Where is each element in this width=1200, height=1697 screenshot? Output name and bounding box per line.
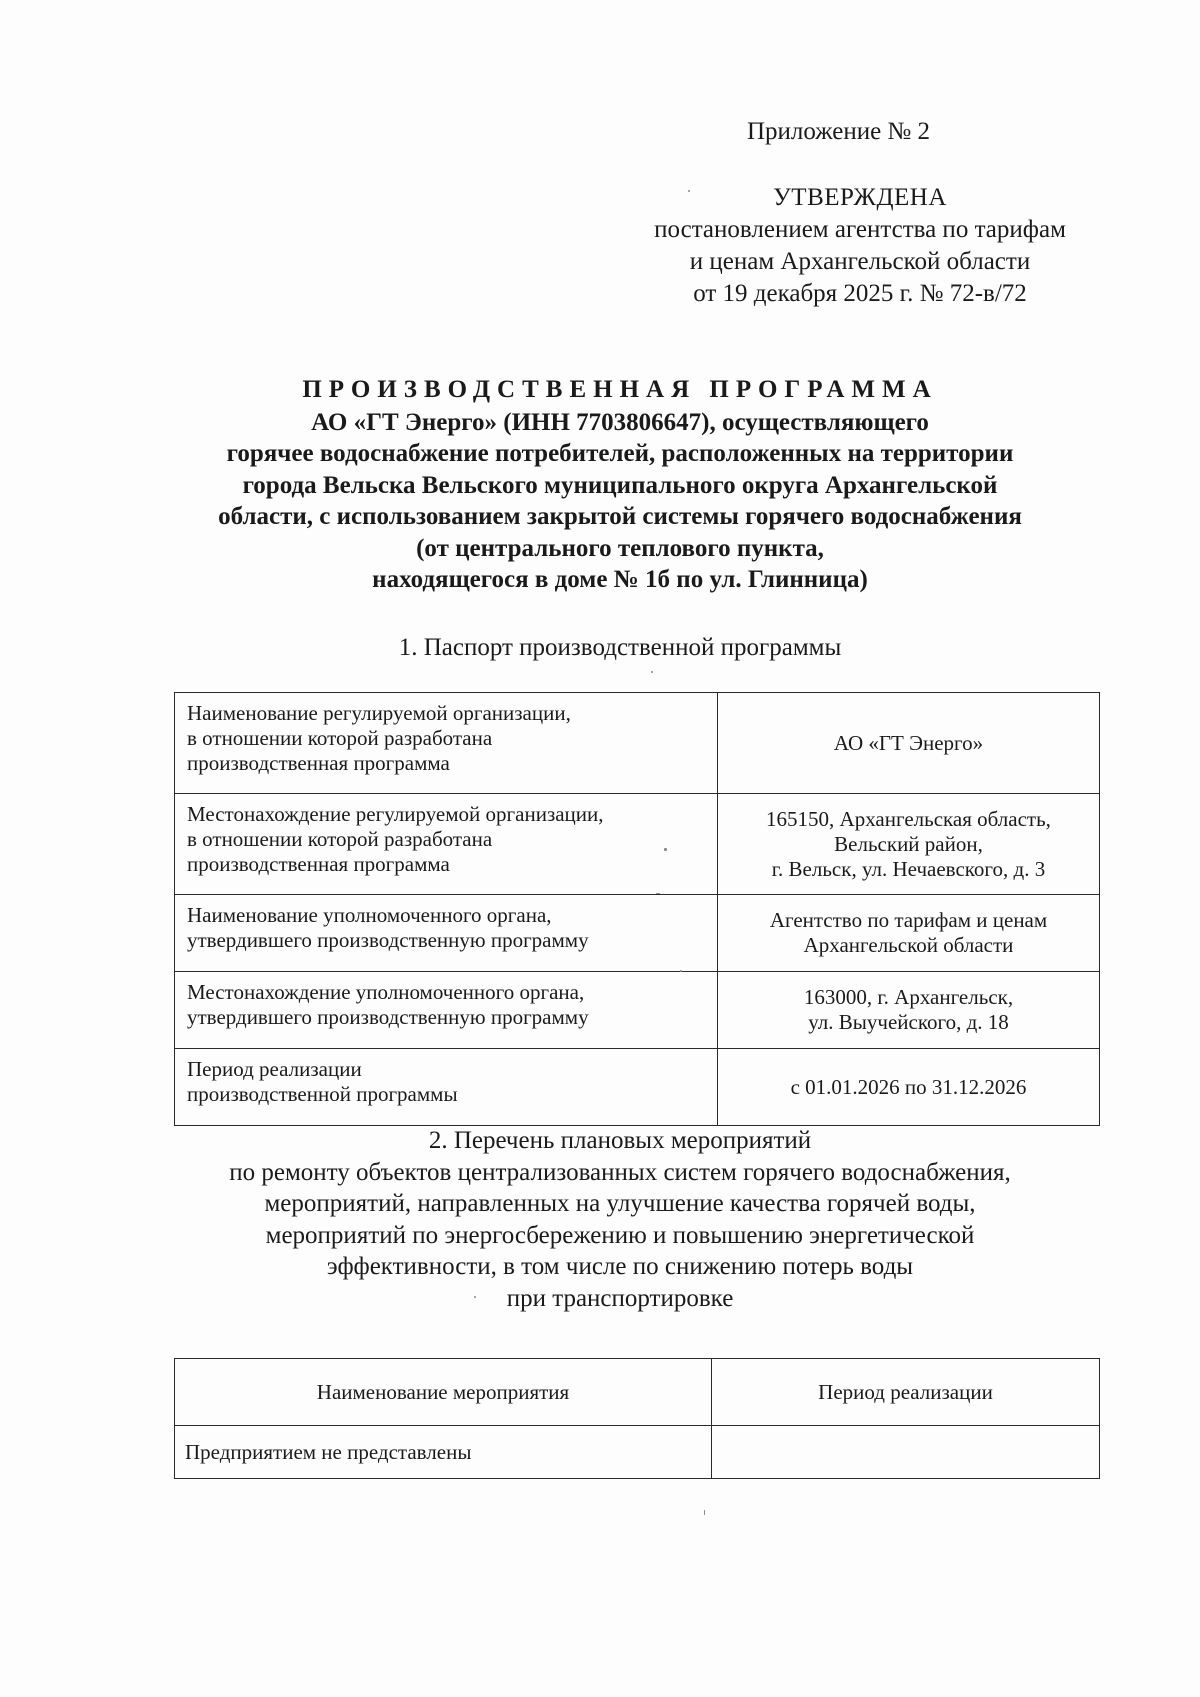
- passport-row: [175, 693, 1100, 794]
- section-2-title: [140, 1125, 1100, 1314]
- cell-text-line: в отношении которой разработана: [187, 726, 493, 750]
- cell-text-line: производственной программы: [187, 1082, 458, 1106]
- program-title: ПРОИЗВОДСТВЕННАЯ ПРОГРАММА: [302, 376, 938, 403]
- program-heading-line: находящегося в доме № 1б по ул. Глинница): [372, 566, 868, 593]
- header-measure-name: Наименование мероприятия: [175, 1359, 712, 1426]
- cell-text-line: Наименование регулируемой организации,: [187, 701, 571, 725]
- program-heading-line: горячее водоснабжение потребителей, расположенных на территории: [226, 440, 1014, 467]
- cell-text-line: г. Вельск, ул. Нечаевского, д. 3: [771, 856, 1046, 881]
- approved-word: УТВЕРЖДЕНА: [773, 184, 947, 211]
- approval-block: [600, 182, 1120, 310]
- header-implementation-period: Период реализации: [712, 1359, 1100, 1426]
- scan-speck: [704, 1510, 705, 1515]
- program-heading: [140, 374, 1100, 596]
- cell-text-line: Вельский район,: [834, 831, 983, 856]
- section-2-title-line: эффективности, в том числе по снижению потерь воды: [326, 1253, 914, 1280]
- cell-text-line: 163000, г. Архангельск,: [803, 985, 1014, 1009]
- passport-label-cell: [175, 794, 718, 895]
- passport-label-cell: [175, 693, 718, 794]
- passport-row: [175, 972, 1100, 1049]
- cell-text-line: Период реализации: [187, 1057, 362, 1081]
- passport-row: [175, 1049, 1100, 1126]
- passport-value-cell: [718, 794, 1100, 895]
- implementation-period-cell: [712, 1426, 1100, 1479]
- scan-speck: [651, 671, 653, 673]
- section-2-title-line: мероприятий, направленных на улучшение качества горячей воды,: [264, 1190, 976, 1217]
- approval-line: и ценам Архангельской области: [689, 248, 1031, 275]
- passport-row: [175, 895, 1100, 972]
- program-heading-line: города Вельска Вельского муниципального округа Архангельской: [242, 471, 998, 499]
- cell-text-line: ул. Выучейского, д. 18: [808, 1010, 1009, 1034]
- cell-text-line: АО «ГТ Энерго»: [833, 730, 984, 755]
- cell-text-line: в отношении которой разработана: [187, 827, 493, 851]
- section-2-title-line: при транспортировке: [506, 1284, 734, 1312]
- approval-line: постановлением агентства по тарифам: [654, 216, 1066, 243]
- measures-header-row: [175, 1359, 1100, 1426]
- approval-date-number: от 19 декабря 2025 г. № 72-в/72: [693, 280, 1027, 307]
- cell-text-line: Архангельской области: [803, 933, 1014, 957]
- table-row: [175, 1426, 1100, 1479]
- section-2-title-line: 2. Перечень плановых мероприятий: [428, 1127, 812, 1154]
- cell-text-line: производственная программа: [187, 751, 450, 775]
- program-heading-line: области, с использованием закрытой системы горячего водоснабжения: [218, 503, 1022, 530]
- cell-text-line: Местонахождение уполномоченного органа,: [187, 980, 585, 1004]
- scan-speck: [680, 970, 682, 972]
- passport-value-cell: [718, 693, 1100, 794]
- cell-text-line: с 01.01.2026 по 31.12.2026: [790, 1074, 1027, 1099]
- cell-text-line: Наименование уполномоченного органа,: [187, 903, 552, 927]
- scan-speck: [664, 848, 667, 851]
- passport-value-cell: [718, 972, 1100, 1049]
- scan-speck: [688, 190, 690, 192]
- passport-label-cell: [175, 972, 718, 1049]
- cell-text-line: производственная программа: [187, 852, 450, 876]
- measure-name-cell: Предприятием не представлены: [175, 1426, 712, 1479]
- program-heading-line: (от центрального теплового пункта,: [416, 534, 824, 562]
- passport-label-cell: [175, 895, 718, 972]
- scan-speck: [656, 893, 660, 894]
- passport-table: [174, 692, 1100, 1126]
- program-heading-line: АО «ГТ Энерго» (ИНН 7703806647), осуществляющего: [311, 408, 929, 436]
- section-2-title-line: по ремонту объектов централизованных систем горячего водоснабжения,: [229, 1158, 1011, 1186]
- scan-speck: [474, 1296, 476, 1298]
- cell-text-line: утвердившего производственную программу: [187, 1005, 589, 1029]
- passport-label-cell: [175, 1049, 718, 1126]
- measures-table: [174, 1358, 1100, 1479]
- passport-value-cell: [718, 895, 1100, 972]
- section-1-title: 1. Паспорт производственной программы: [398, 634, 842, 661]
- cell-text-line: 165150, Архангельская область,: [766, 806, 1051, 831]
- appendix-label: Приложение № 2: [747, 118, 931, 145]
- passport-value-cell: [718, 1049, 1100, 1126]
- passport-row: [175, 794, 1100, 895]
- section-2-title-line: мероприятий по энергосбережению и повышению энергетической: [265, 1221, 975, 1249]
- cell-text-line: утвердившего производственную программу: [187, 928, 589, 952]
- cell-text-line: Агентство по тарифам и ценам: [769, 908, 1048, 932]
- cell-text-line: Местонахождение регулируемой организации,: [187, 802, 604, 826]
